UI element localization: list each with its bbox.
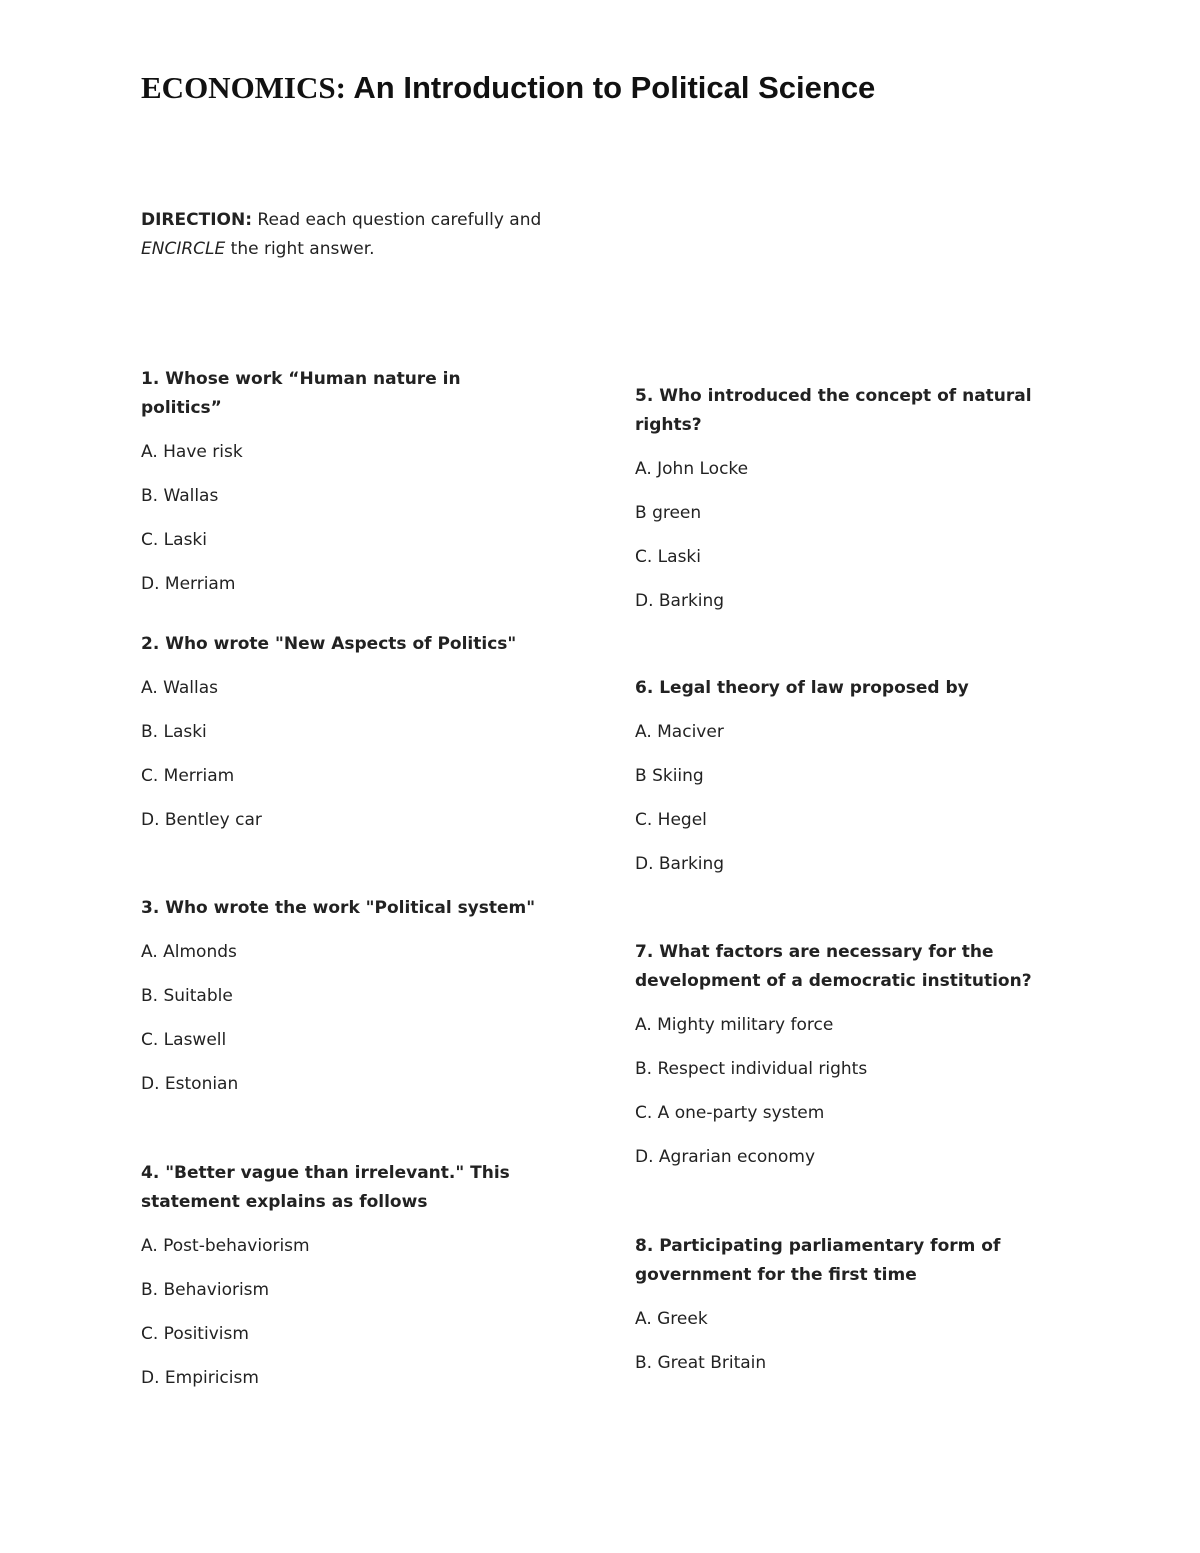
direction-emphasis: ENCIRCLE: [141, 239, 226, 259]
question-4: [141, 1159, 541, 1393]
option-b[interactable]: B green: [635, 503, 702, 523]
option-a[interactable]: A. Maciver: [635, 722, 724, 742]
option-c[interactable]: C. Positivism: [141, 1324, 249, 1344]
title-subject: ECONOMICS:: [141, 70, 346, 105]
option-d[interactable]: D. Merriam: [141, 574, 236, 594]
direction-text-end: the right answer.: [225, 239, 375, 259]
option-c[interactable]: C. Laski: [141, 530, 207, 550]
options-list: [141, 438, 541, 599]
options-list: [141, 938, 541, 1099]
option-a[interactable]: A. Have risk: [141, 442, 243, 462]
directions: [141, 206, 581, 264]
question-text: 4. "Better vague than irrelevant." This statement explains as follows: [141, 1163, 510, 1212]
option-d[interactable]: D. Bentley car: [141, 810, 262, 830]
question-7: [635, 938, 1035, 1172]
option-d[interactable]: D. Empiricism: [141, 1368, 259, 1388]
direction-text: Read each question carefully and: [252, 210, 542, 230]
option-d[interactable]: D. Barking: [635, 591, 725, 611]
options-list: [141, 674, 541, 835]
option-d[interactable]: D. Estonian: [141, 1074, 239, 1094]
question-text: 6. Legal theory of law proposed by: [635, 678, 969, 698]
question-text: 1. Whose work “Human nature in politics”: [141, 369, 461, 418]
option-c[interactable]: C. Merriam: [141, 766, 235, 786]
options-list: [635, 1305, 1035, 1378]
option-d[interactable]: D. Barking: [635, 854, 725, 874]
option-b[interactable]: B. Suitable: [141, 986, 233, 1006]
option-a[interactable]: A. Greek: [635, 1309, 708, 1329]
option-b[interactable]: B. Great Britain: [635, 1353, 767, 1373]
option-a[interactable]: A. John Locke: [635, 459, 749, 479]
question-3: [141, 894, 541, 1099]
options-list: [635, 1011, 1035, 1172]
option-b[interactable]: B. Laski: [141, 722, 207, 742]
options-list: [635, 718, 1035, 879]
direction-label: DIRECTION:: [141, 210, 253, 230]
question-text: 8. Participating parliamentary form of government for the first time: [635, 1236, 1001, 1285]
option-c[interactable]: C. Laswell: [141, 1030, 227, 1050]
option-b[interactable]: B Skiing: [635, 766, 704, 786]
page-title: [141, 70, 875, 106]
question-text: 5. Who introduced the concept of natural rights?: [635, 386, 1032, 435]
question-8: [635, 1232, 1035, 1378]
option-b[interactable]: B. Respect individual rights: [635, 1059, 868, 1079]
question-text: 2. Who wrote "New Aspects of Politics": [141, 634, 517, 654]
option-a[interactable]: A. Post-behaviorism: [141, 1236, 310, 1256]
option-b[interactable]: B. Behaviorism: [141, 1280, 270, 1300]
question-5: [635, 382, 1035, 616]
option-c[interactable]: C. Hegel: [635, 810, 707, 830]
option-a[interactable]: A. Wallas: [141, 678, 218, 698]
question-text: 3. Who wrote the work "Political system": [141, 898, 536, 918]
options-list: [141, 1232, 541, 1393]
question-1: [141, 365, 541, 599]
option-d[interactable]: D. Agrarian economy: [635, 1147, 816, 1167]
option-b[interactable]: B. Wallas: [141, 486, 219, 506]
option-c[interactable]: C. A one-party system: [635, 1103, 825, 1123]
question-6: [635, 674, 1035, 879]
question-2: [141, 630, 541, 835]
option-a[interactable]: A. Mighty military force: [635, 1015, 834, 1035]
options-list: [635, 455, 1035, 616]
option-c[interactable]: C. Laski: [635, 547, 701, 567]
title-rest: An Introduction to Political Science: [345, 70, 876, 105]
question-text: 7. What factors are necessary for the development of a democratic institution?: [635, 942, 1032, 991]
option-a[interactable]: A. Almonds: [141, 942, 237, 962]
